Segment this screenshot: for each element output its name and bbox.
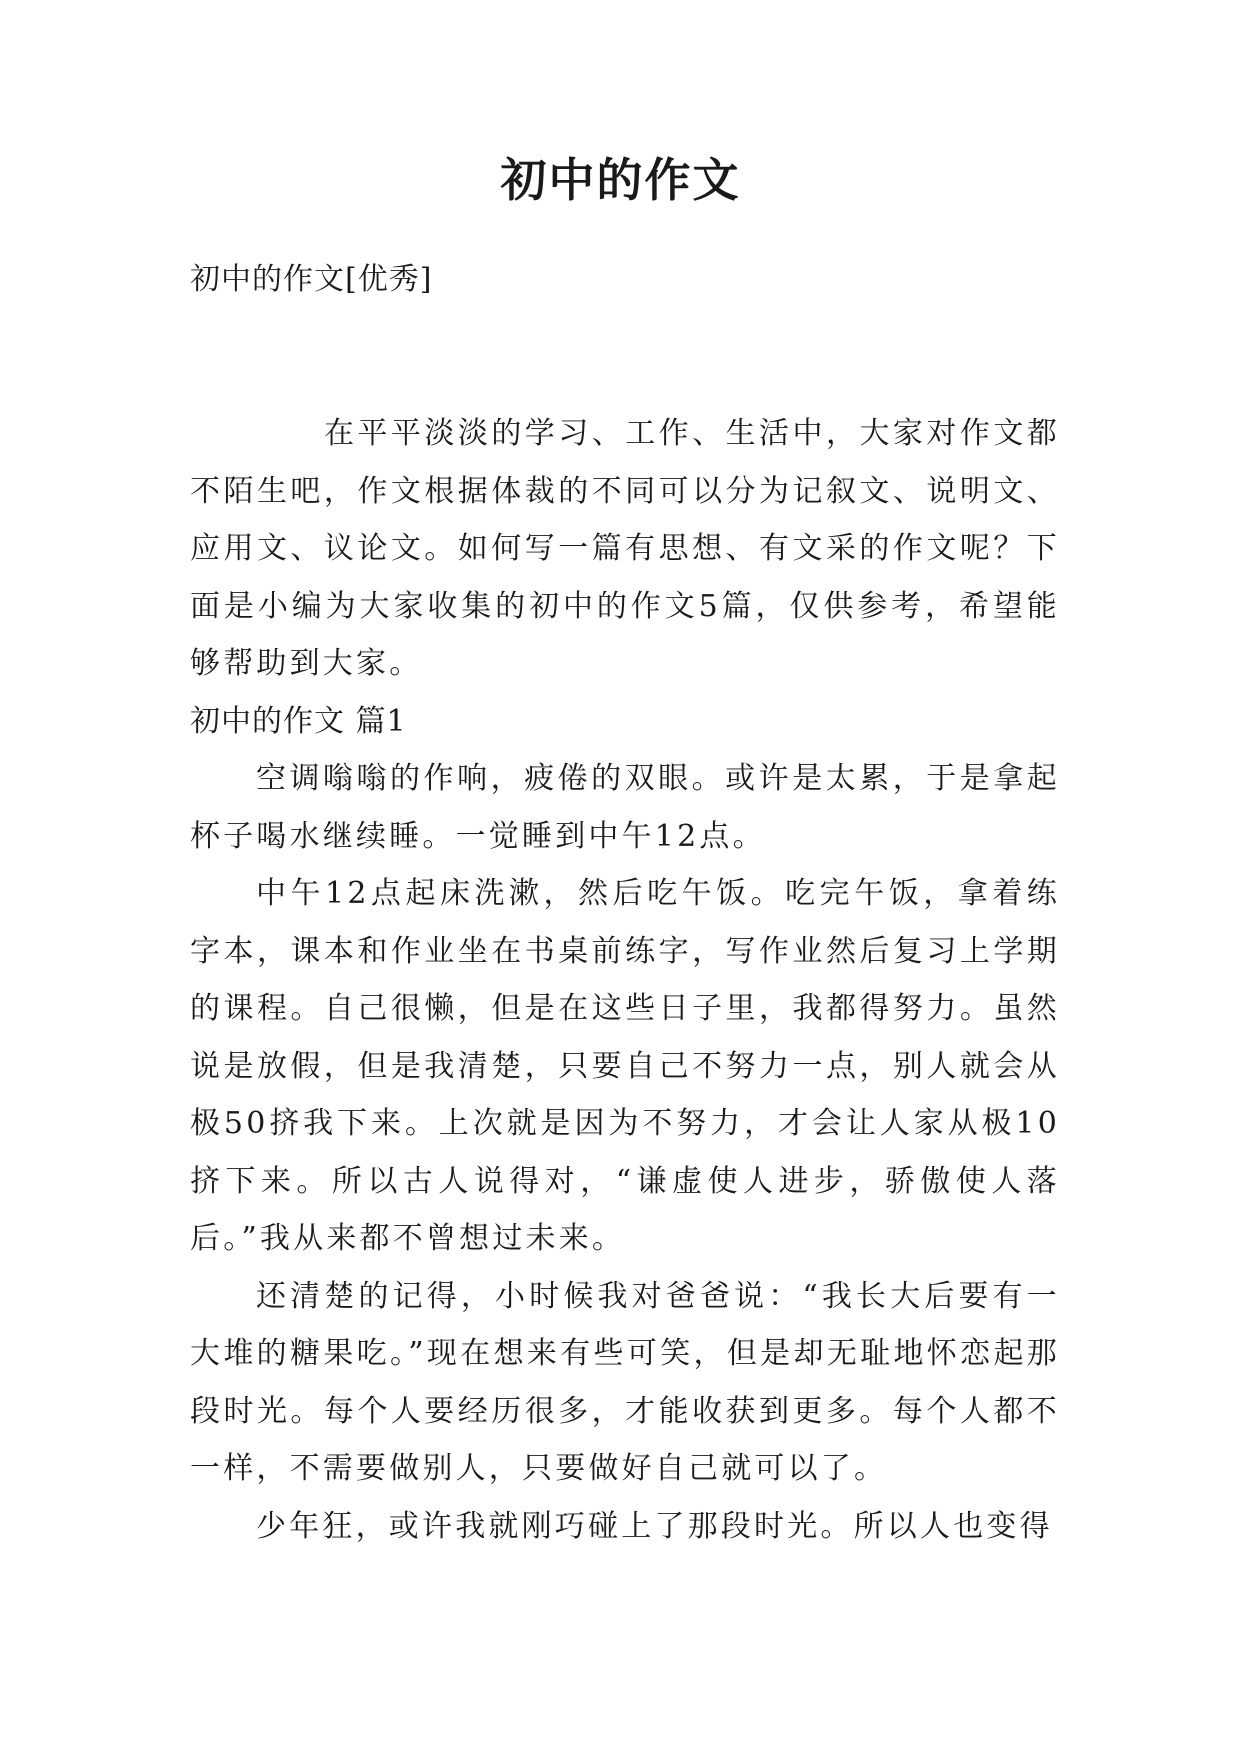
document-title: 初中的作文 xyxy=(500,153,741,207)
document-body xyxy=(190,405,1060,1555)
document-subtitle: 初中的作文[优秀] xyxy=(190,262,433,297)
body-paragraph: 少年狂，或许我就刚巧碰上了那段时光。所以人也变得 xyxy=(256,1508,1053,1544)
body-paragraph: 中午12点起床洗漱，然后吃午饭。吃完午饭，拿着练字本，课本和作业坐在书桌前练字，写作业然后复习上学期的课程。自己很懒，但是在这些日子里，我都得努力。虽然说是放假，但是我清楚，只要自己不努力一点，别人就会从极50挤我下来。上次就是因为不努力，才会让人家从极10挤下来。所以古人说得对，“谦虚使人进步，骄傲使人落后。”我从来都不曾想过未来。 xyxy=(190,876,1060,1256)
body-paragraph: 空调嗡嗡的作响，疲倦的双眼。或许是太累，于是拿起杯子喝水继续睡。一觉睡到中午12点。 xyxy=(190,761,1060,854)
section-heading: 初中的作文 篇1 xyxy=(190,703,407,739)
intro-paragraph: 在平平淡淡的学习、工作、生活中，大家对作文都不陌生吧，作文根据体裁的不同可以分为记叙文、说明文、应用文、议论文。如何写一篇有思想、有文采的作文呢？下面是小编为大家收集的初中的作文5篇，仅供参考，希望能够帮助到大家。 xyxy=(190,416,1060,681)
body-paragraph: 还清楚的记得，小时候我对爸爸说：“我长大后要有一大堆的糖果吃。”现在想来有些可笑，但是却无耻地怀恋起那段时光。每个人要经历很多，才能收获到更多。每个人都不一样，不需要做别人，只要做好自己就可以了。 xyxy=(190,1278,1060,1486)
